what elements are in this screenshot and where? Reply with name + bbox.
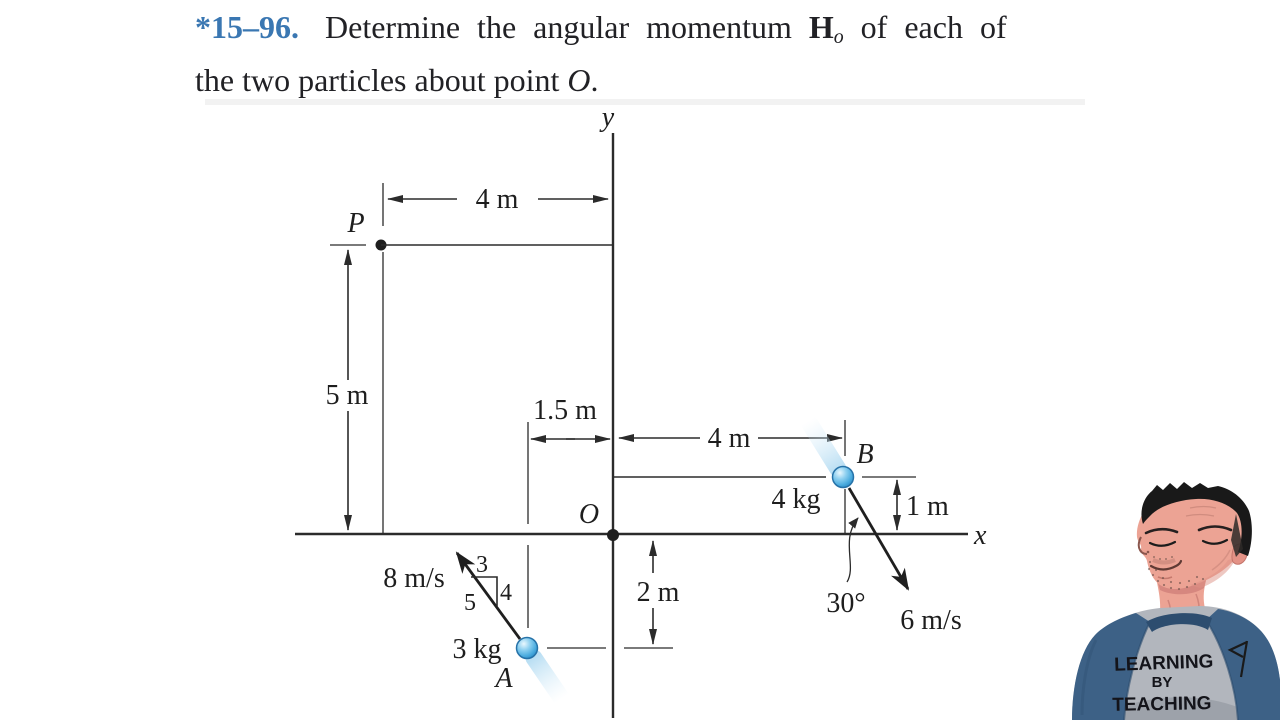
problem-text-1b: of each of xyxy=(843,9,1007,45)
problem-text-2b: . xyxy=(590,61,599,98)
point-p-label: P xyxy=(347,208,365,239)
slope-3-label: 3 xyxy=(476,552,488,578)
slope-5-label: 5 xyxy=(464,590,476,616)
point-o-symbol: O xyxy=(567,61,591,98)
problem-text-2a: the two particles about point xyxy=(195,61,568,98)
particle-a-ball xyxy=(517,638,538,659)
dimension-b-height xyxy=(897,480,949,530)
x-axis-label: x xyxy=(974,520,987,551)
particle-a-speed-label: 8 m/s xyxy=(383,563,445,594)
slope-4-label: 4 xyxy=(500,580,512,606)
shirt-text-line3: TEACHING xyxy=(1112,693,1212,716)
particle-b-mass-label: 4 kg xyxy=(771,484,821,515)
particle-A xyxy=(383,552,606,699)
origin-label: O xyxy=(578,499,600,530)
dimension-p-height xyxy=(326,245,369,530)
particle-b-name-label: B xyxy=(856,439,874,470)
dimension-top-width xyxy=(383,183,608,226)
y-axis-label: y xyxy=(601,102,615,133)
momentum-symbol: H xyxy=(808,9,834,45)
dim-a-depth-label: 2 m xyxy=(636,577,680,608)
dim-b-width-label: 4 m xyxy=(707,423,751,454)
y-axis xyxy=(599,102,615,718)
particle-b-speed-label: 6 m/s xyxy=(900,605,962,636)
mascot-nostril xyxy=(1147,551,1150,554)
particle-b-ball xyxy=(833,467,854,488)
dim-p-height-label: 5 m xyxy=(325,380,369,411)
particle-a-mass-label: 3 kg xyxy=(452,634,502,665)
figure-top-artifact xyxy=(205,99,1085,105)
angle-leader-line xyxy=(847,518,858,582)
dim-top-width-label: 4 m xyxy=(475,184,519,215)
momentum-subscript: o xyxy=(833,25,844,48)
dim-b-height-label: 1 m xyxy=(906,491,949,522)
particle-a-name-label: A xyxy=(495,663,513,694)
shirt-text-line2: BY xyxy=(1151,674,1173,691)
particle-a-motion-trail xyxy=(534,658,562,699)
dim-a-offset-label: 1.5 m xyxy=(533,395,597,426)
problem-text-1a: Determine the angular momentum xyxy=(325,9,809,45)
point-P xyxy=(346,208,613,533)
mascot-character xyxy=(1072,482,1280,720)
particle-B xyxy=(772,424,962,636)
particle-b-velocity-vector xyxy=(849,488,908,589)
dimension-a-depth xyxy=(624,541,680,648)
shirt-text-line1: LEARNING xyxy=(1113,651,1214,676)
particle-b-angle-label: 30° xyxy=(826,588,866,619)
problem-number: *15–96. xyxy=(195,9,299,45)
particle-b-motion-trail xyxy=(810,424,838,469)
